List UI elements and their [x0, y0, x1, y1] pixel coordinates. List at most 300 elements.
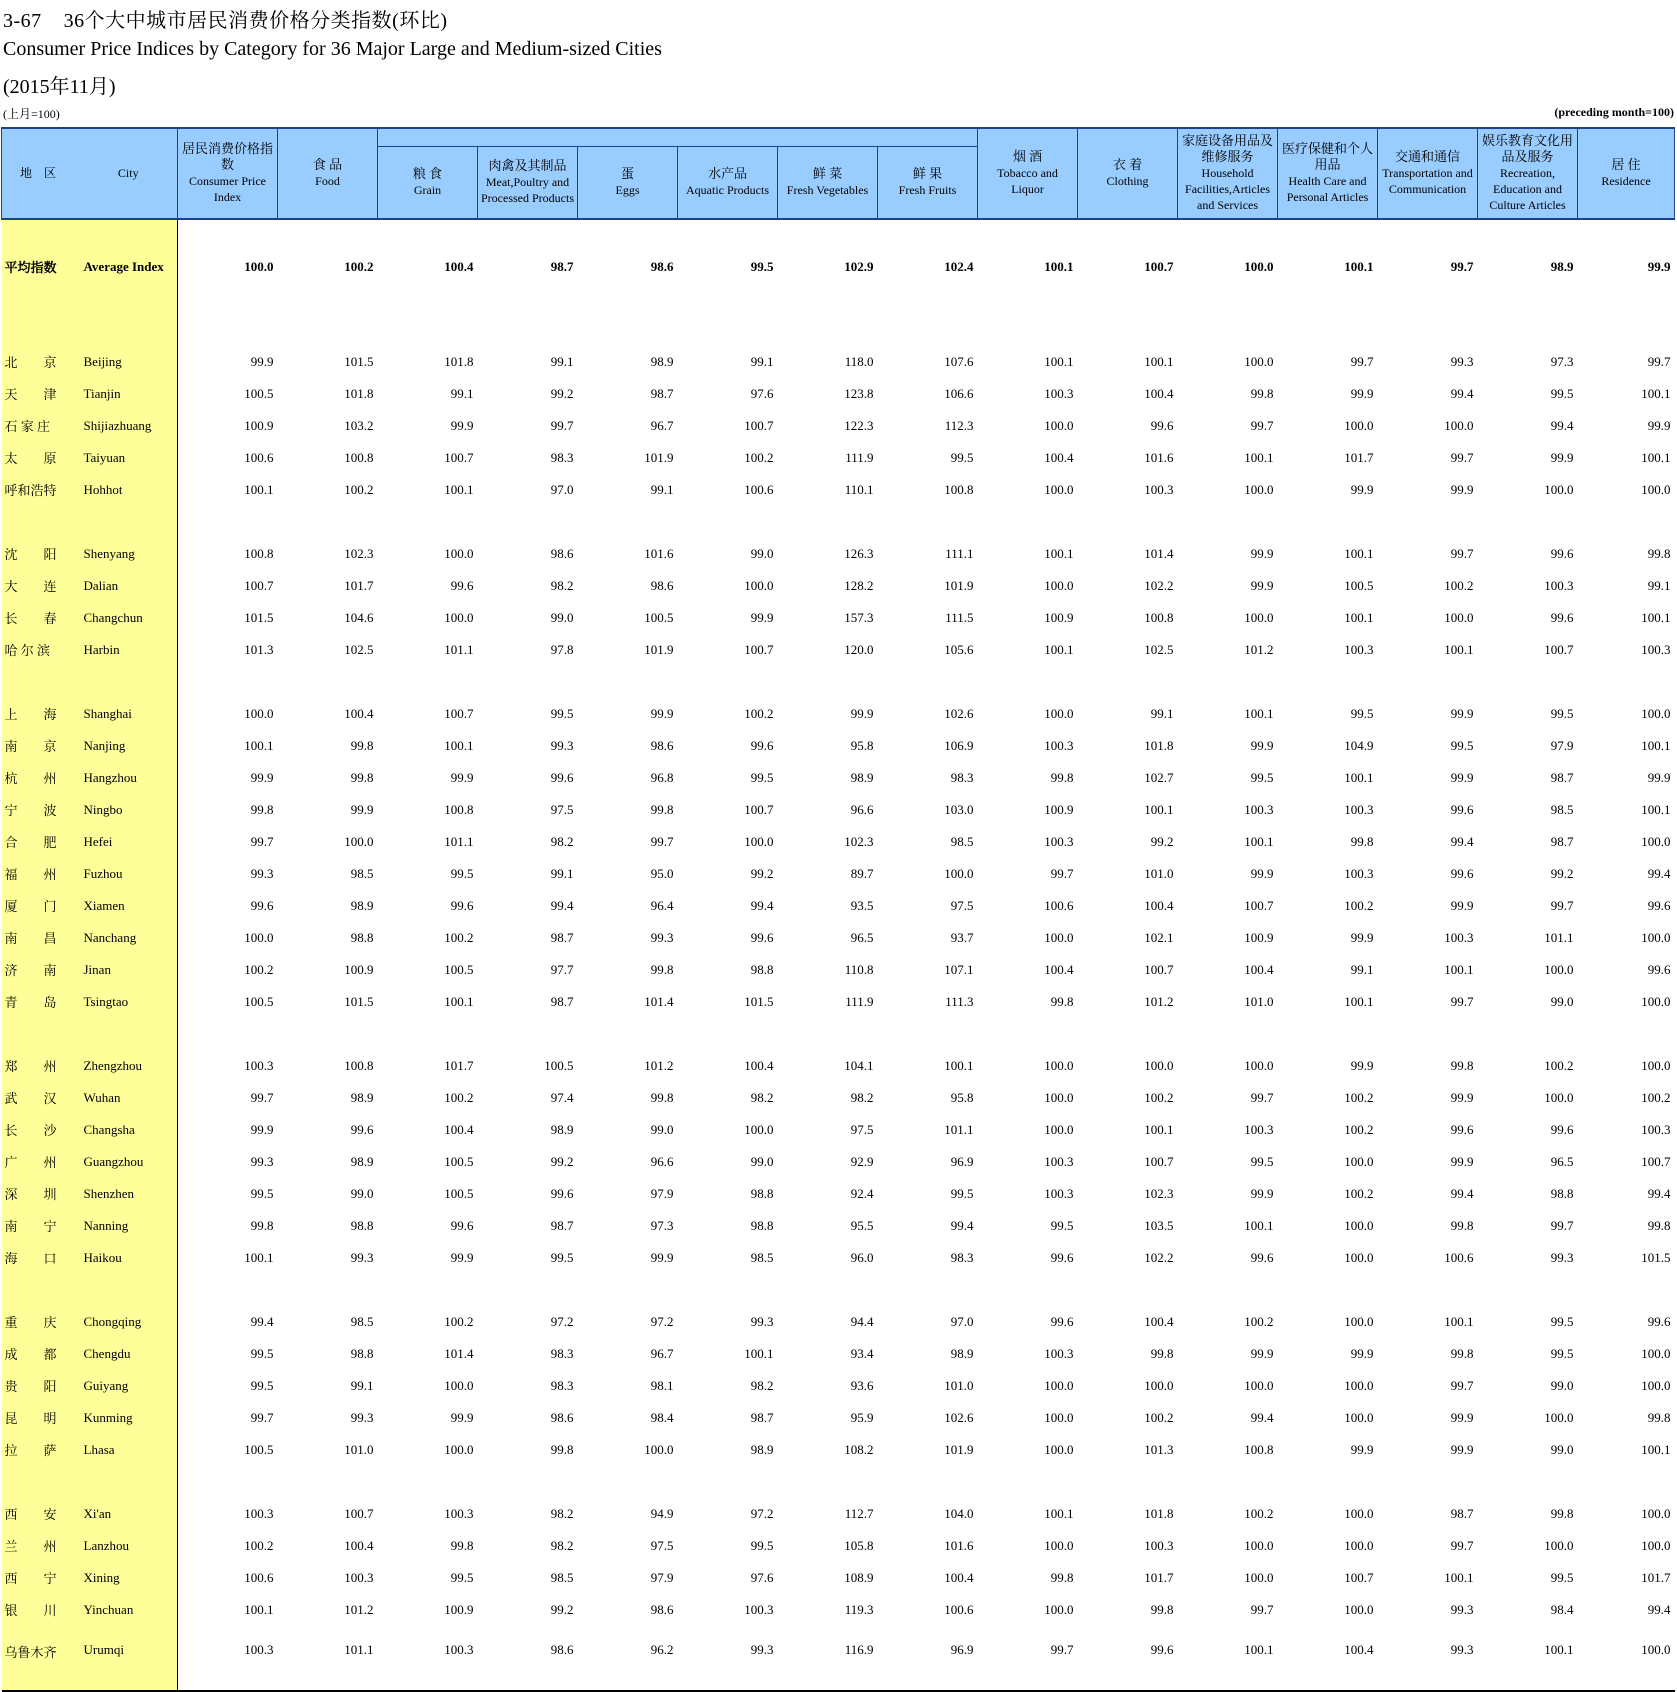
index-value: 99.7: [1450, 449, 1474, 465]
index-value: 99.5: [1550, 385, 1574, 401]
index-value: 99.8: [1150, 1345, 1174, 1361]
index-value: 126.3: [844, 545, 874, 561]
index-value: 100.1: [1641, 385, 1671, 401]
index-value: 100.3: [1641, 1121, 1671, 1137]
spacer-cell: [80, 1466, 178, 1498]
spacer-cell: [2, 1466, 80, 1498]
table-row: [2, 698, 1675, 730]
index-value: 100.7: [444, 449, 474, 465]
index-value: 123.8: [844, 385, 874, 401]
index-value: 105.8: [844, 1537, 874, 1553]
index-value: 101.5: [344, 353, 374, 369]
index-value: 101.7: [1144, 1569, 1174, 1585]
index-value: 99.3: [650, 929, 674, 945]
index-value: 100.1: [744, 1345, 774, 1361]
city-name-en: Kunming: [80, 1402, 178, 1434]
index-value: 97.3: [1550, 353, 1574, 369]
index-value: 100.0: [1244, 353, 1274, 369]
index-value: 99.8: [1350, 833, 1374, 849]
index-value: 101.1: [1544, 929, 1574, 945]
index-value: 99.1: [450, 385, 474, 401]
table-row: [2, 1210, 1675, 1242]
index-value: 101.9: [644, 449, 674, 465]
index-value: 99.4: [1250, 1409, 1274, 1425]
index-value: 100.0: [644, 1441, 674, 1457]
index-value: 98.6: [550, 545, 574, 561]
index-value: 101.2: [1144, 993, 1174, 1009]
index-value: 111.1: [945, 545, 974, 561]
index-value: 100.3: [1144, 481, 1174, 497]
index-value: 99.7: [1250, 1089, 1274, 1105]
city-name-en: Lanzhou: [80, 1530, 178, 1562]
index-value: 97.2: [550, 1313, 574, 1329]
index-value: 99.5: [1050, 1217, 1074, 1233]
table-body: [2, 219, 1675, 1691]
index-value: 99.1: [550, 865, 574, 881]
index-value: 99.6: [1078, 1626, 1178, 1691]
index-value: 99.6: [350, 1121, 374, 1137]
index-value: 95.9: [850, 1409, 874, 1425]
index-value: 100.0: [1641, 1537, 1671, 1553]
index-value: 98.8: [350, 929, 374, 945]
index-value: 99.8: [1050, 769, 1074, 785]
index-value: 100.0: [1641, 1377, 1671, 1393]
city-name-en: Harbin: [80, 634, 178, 666]
index-value: 101.8: [444, 353, 474, 369]
index-value: 99.8: [1050, 993, 1074, 1009]
index-value: 99.8: [250, 801, 274, 817]
city-name-en: Hangzhou: [80, 762, 178, 794]
index-value: 97.5: [650, 1537, 674, 1553]
city-name-en: Ningbo: [80, 794, 178, 826]
index-value: 100.3: [244, 1057, 274, 1073]
unit-note-en: (preceding month=100): [1554, 105, 1674, 119]
index-value: 100.0: [1544, 1537, 1574, 1553]
index-value: 98.5: [950, 833, 974, 849]
index-value: 101.2: [344, 1601, 374, 1617]
index-value: 99.8: [1647, 1409, 1671, 1425]
index-value: 100.0: [1344, 417, 1374, 433]
city-name-en: Nanchang: [80, 922, 178, 954]
index-value: 99.9: [1647, 417, 1671, 433]
index-value: 97.6: [750, 385, 774, 401]
index-value: 100.8: [1244, 1441, 1274, 1457]
index-value: 99.8: [450, 1537, 474, 1553]
index-value: 100.9: [1044, 801, 1074, 817]
index-value: 100.3: [244, 1505, 274, 1521]
index-value: 99.6: [450, 1217, 474, 1233]
city-name-zh: 海 口: [2, 1242, 80, 1274]
index-value: 97.5: [850, 1121, 874, 1137]
table-row: [2, 794, 1675, 826]
header-household-zh: 家庭设备用品及维修服务: [1182, 133, 1274, 165]
index-value: 100.5: [444, 1185, 474, 1201]
header-residence-zh: 居 住: [1611, 157, 1641, 173]
header-city-en: City: [80, 128, 178, 219]
index-value: 99.7: [250, 833, 274, 849]
index-value: 98.9: [350, 897, 374, 913]
index-value: 99.5: [950, 449, 974, 465]
index-value: 100.0: [1344, 1217, 1374, 1233]
index-value: 99.7: [1450, 258, 1474, 274]
index-value: 112.7: [844, 1505, 874, 1521]
city-name-zh: 上 海: [2, 698, 80, 730]
header-residence: [1578, 128, 1675, 219]
index-value: 99.4: [1647, 1185, 1671, 1201]
index-value: 95.0: [650, 865, 674, 881]
index-value: 100.1: [1144, 801, 1174, 817]
index-value: 100.3: [1044, 1185, 1074, 1201]
index-value: 98.9: [650, 353, 674, 369]
index-value: 99.8: [350, 769, 374, 785]
index-value: 100.2: [744, 705, 774, 721]
index-value: 99.2: [1550, 865, 1574, 881]
index-value: 100.7: [1344, 1569, 1374, 1585]
index-value: 100.1: [1344, 769, 1374, 785]
index-value: 100.1: [1641, 737, 1671, 753]
index-value: 99.5: [1550, 1313, 1574, 1329]
index-value: 100.0: [1578, 1626, 1675, 1691]
index-value: 100.4: [1244, 961, 1274, 977]
index-value: 98.4: [650, 1409, 674, 1425]
index-value: 101.8: [1144, 737, 1174, 753]
index-value: 98.4: [1550, 1601, 1574, 1617]
index-value: 105.6: [944, 641, 974, 657]
index-value: 96.2: [578, 1626, 678, 1691]
index-value: 99.3: [678, 1626, 778, 1691]
index-value: 111.9: [845, 993, 874, 1009]
city-name-en: Chengdu: [80, 1338, 178, 1370]
table-title-en: Consumer Price Indices by Category for 36 Major Large and Medium-sized Cities: [3, 38, 662, 60]
index-value: 100.5: [244, 993, 274, 1009]
index-value: 100.5: [444, 1153, 474, 1169]
spacer-cell: [178, 314, 1675, 346]
index-value: 99.9: [450, 769, 474, 785]
index-value: 101.2: [1244, 641, 1274, 657]
index-value: 100.0: [1344, 1249, 1374, 1265]
header-meat-zh: 肉禽及其制品: [488, 158, 567, 174]
index-value: 99.8: [650, 801, 674, 817]
cpi-table: [1, 127, 1675, 1692]
index-value: 100.0: [1641, 1345, 1671, 1361]
index-value: 107.1: [944, 961, 974, 977]
index-value: 100.0: [1044, 929, 1074, 945]
index-value: 100.1: [1144, 353, 1174, 369]
index-value: 100.6: [1044, 897, 1074, 913]
table-row: [2, 634, 1675, 666]
index-value: 100.3: [444, 1505, 474, 1521]
index-value: 99.0: [750, 1153, 774, 1169]
city-name-en: Beijing: [80, 346, 178, 378]
index-value: 99.9: [1450, 1089, 1474, 1105]
index-value: 100.6: [1444, 1249, 1474, 1265]
header-meat: [478, 147, 578, 219]
index-value: 99.1: [750, 353, 774, 369]
index-value: 99.2: [750, 865, 774, 881]
index-value: 99.3: [350, 1249, 374, 1265]
table-row: [2, 1626, 1675, 1691]
index-value: 100.2: [444, 1313, 474, 1329]
city-name-zh: 武 汉: [2, 1082, 80, 1114]
header-household: [1178, 128, 1278, 219]
index-value: 100.4: [744, 1057, 774, 1073]
city-name-en: Xining: [80, 1562, 178, 1594]
index-value: 99.5: [250, 1185, 274, 1201]
city-name-en: Xi'an: [80, 1498, 178, 1530]
index-value: 100.7: [344, 1505, 374, 1521]
index-value: 101.7: [444, 1057, 474, 1073]
index-value: 99.4: [950, 1217, 974, 1233]
index-value: 96.5: [1550, 1153, 1574, 1169]
city-name-en: Yinchuan: [80, 1594, 178, 1626]
index-value: 100.2: [1641, 1089, 1671, 1105]
index-value: 100.0: [1344, 1601, 1374, 1617]
index-value: 99.2: [1150, 833, 1174, 849]
index-value: 100.8: [244, 545, 274, 561]
table-row: [2, 410, 1675, 442]
index-value: 99.9: [1647, 769, 1671, 785]
spacer-cell: [178, 1018, 1675, 1050]
index-value: 99.6: [550, 1185, 574, 1201]
table-row: [2, 1562, 1675, 1594]
spacer-cell: [80, 1274, 178, 1306]
index-value: 101.8: [344, 385, 374, 401]
table-row: [2, 1082, 1675, 1114]
index-value: 100.9: [244, 417, 274, 433]
header-vegetables-zh: 鲜 菜: [812, 166, 843, 182]
index-value: 100.0: [1044, 481, 1074, 497]
header-transport-zh: 交通和通信: [1395, 149, 1461, 165]
header-transport: [1378, 128, 1478, 219]
index-value: 100.1: [1344, 993, 1374, 1009]
index-value: 100.1: [444, 737, 474, 753]
header-clothing: [1078, 128, 1178, 219]
city-name-zh: 银 川: [2, 1594, 80, 1626]
index-value: 96.7: [650, 417, 674, 433]
index-value: 98.7: [1450, 1505, 1474, 1521]
index-value: 98.9: [850, 769, 874, 785]
table-title-zh: [3, 4, 448, 33]
index-value: 99.4: [550, 897, 574, 913]
index-value: 99.7: [978, 1626, 1078, 1691]
index-value: 98.2: [550, 1505, 574, 1521]
index-value: 128.2: [844, 577, 874, 593]
index-value: 96.9: [878, 1626, 978, 1691]
index-value: 100.4: [1044, 449, 1074, 465]
table-row: [2, 858, 1675, 890]
index-value: 99.1: [1150, 705, 1174, 721]
index-value: 99.5: [1550, 1569, 1574, 1585]
index-value: 99.5: [1550, 1345, 1574, 1361]
index-value: 103.0: [944, 801, 974, 817]
index-value: 99.2: [550, 1601, 574, 1617]
index-value: 100.7: [744, 417, 774, 433]
index-value: 100.5: [1344, 577, 1374, 593]
header-recreation-en: Recreation, Education and Culture Articles: [1489, 166, 1566, 213]
header-food-en: Food: [315, 174, 340, 189]
index-value: 99.6: [450, 577, 474, 593]
index-value: 96.5: [850, 929, 874, 945]
index-value: 103.5: [1144, 1217, 1174, 1233]
index-value: 100.4: [1278, 1626, 1378, 1691]
index-value: 94.9: [650, 1505, 674, 1521]
city-name-en: Tsingtao: [80, 986, 178, 1018]
index-value: 100.1: [244, 737, 274, 753]
index-value: 100.1: [1444, 1313, 1474, 1329]
spacer-row: [2, 1466, 1675, 1498]
index-value: 100.3: [1044, 737, 1074, 753]
index-value: 94.4: [850, 1313, 874, 1329]
index-value: 99.8: [550, 1441, 574, 1457]
index-value: 99.9: [450, 1249, 474, 1265]
city-name-zh: 长 春: [2, 602, 80, 634]
city-name-zh: 郑 州: [2, 1050, 80, 1082]
index-value: 100.7: [444, 705, 474, 721]
index-value: 98.8: [1550, 1185, 1574, 1201]
index-value: 99.9: [1350, 1057, 1374, 1073]
index-value: 99.6: [1050, 1249, 1074, 1265]
header-fruits-en: Fresh Fruits: [898, 183, 957, 198]
unit-note-zh: (上月=100): [3, 107, 60, 121]
index-value: 110.1: [844, 481, 874, 497]
index-value: 101.7: [1344, 449, 1374, 465]
index-value: 101.5: [744, 993, 774, 1009]
index-value: 100.2: [1144, 1089, 1174, 1105]
header-health-zh: 医疗保健和个人用品: [1282, 141, 1374, 173]
index-value: 99.9: [1250, 737, 1274, 753]
index-value: 99.9: [650, 705, 674, 721]
spacer-cell: [2, 1274, 80, 1306]
index-value: 99.3: [1450, 1601, 1474, 1617]
index-value: 100.5: [544, 1057, 574, 1073]
index-value: 89.7: [850, 865, 874, 881]
index-value: 100.1: [1641, 1441, 1671, 1457]
index-value: 111.3: [945, 993, 974, 1009]
city-name-zh: 哈 尔 滨: [2, 634, 80, 666]
index-value: 102.2: [1144, 1249, 1174, 1265]
index-value: 98.5: [350, 1313, 374, 1329]
index-value: 99.6: [250, 897, 274, 913]
index-value: 99.7: [250, 1089, 274, 1105]
index-value: 100.3: [1244, 1121, 1274, 1137]
city-name-en: Fuzhou: [80, 858, 178, 890]
index-value: 100.3: [378, 1626, 478, 1691]
index-value: 100.4: [344, 705, 374, 721]
index-value: 98.7: [550, 993, 574, 1009]
header-recreation-zh: 娱乐教育文化用品及服务: [1482, 133, 1574, 165]
index-value: 101.4: [644, 993, 674, 1009]
header-clothing-zh: 衣 着: [1112, 157, 1143, 173]
index-value: 99.6: [450, 897, 474, 913]
spacer-cell: [80, 666, 178, 698]
city-name-zh: 青 岛: [2, 986, 80, 1018]
header-vegetables: [778, 147, 878, 219]
index-value: 99.3: [250, 865, 274, 881]
index-value: 99.0: [750, 545, 774, 561]
spacer-row: [2, 314, 1675, 346]
index-value: 100.1: [1044, 258, 1074, 274]
index-value: 99.6: [1550, 545, 1574, 561]
index-value: 99.2: [550, 1153, 574, 1169]
index-value: 101.7: [344, 577, 374, 593]
index-value: 99.8: [650, 961, 674, 977]
spacer-cell: [2, 1018, 80, 1050]
index-value: 97.6: [750, 1569, 774, 1585]
index-value: 99.0: [350, 1185, 374, 1201]
index-value: 99.6: [1450, 865, 1474, 881]
index-value: 99.7: [1450, 1537, 1474, 1553]
index-value: 100.0: [1544, 1409, 1574, 1425]
index-value: 98.9: [350, 1153, 374, 1169]
index-value: 99.7: [1250, 417, 1274, 433]
index-value: 100.0: [744, 577, 774, 593]
index-value: 99.9: [1550, 449, 1574, 465]
index-value: 98.7: [750, 1409, 774, 1425]
city-name-zh: 贵 阳: [2, 1370, 80, 1402]
index-value: 100.4: [444, 258, 474, 274]
city-name-en: Shenyang: [80, 538, 178, 570]
header-household-en: Household Facilities,Articles and Services: [1185, 166, 1271, 213]
table-row: [2, 442, 1675, 474]
city-name-zh: 沈 阳: [2, 538, 80, 570]
index-value: 104.6: [344, 609, 374, 625]
city-name-en: Nanjing: [80, 730, 178, 762]
city-name-zh: 济 南: [2, 954, 80, 986]
index-value: 100.1: [1444, 961, 1474, 977]
spacer-cell: [2, 666, 80, 698]
city-name-zh: 平均指数: [2, 219, 80, 314]
index-value: 100.0: [1044, 1441, 1074, 1457]
index-value: 100.6: [944, 1601, 974, 1617]
index-value: 99.6: [750, 929, 774, 945]
index-value: 99.3: [550, 737, 574, 753]
index-value: 100.0: [1044, 1377, 1074, 1393]
index-value: 99.6: [1647, 1313, 1671, 1329]
table-row: [2, 1594, 1675, 1626]
index-value: 99.4: [1450, 1185, 1474, 1201]
index-value: 100.8: [344, 1057, 374, 1073]
index-value: 99.8: [1050, 1569, 1074, 1585]
index-value: 102.5: [344, 641, 374, 657]
index-value: 95.8: [950, 1089, 974, 1105]
index-value: 98.8: [750, 1185, 774, 1201]
index-value: 100.5: [244, 385, 274, 401]
index-value: 99.1: [1647, 577, 1671, 593]
index-value: 100.8: [444, 801, 474, 817]
index-value: 100.7: [1144, 1153, 1174, 1169]
index-value: 102.1: [1144, 929, 1174, 945]
index-value: 99.6: [1050, 1313, 1074, 1329]
index-value: 98.7: [650, 385, 674, 401]
index-value: 97.5: [950, 897, 974, 913]
index-value: 119.3: [844, 1601, 874, 1617]
index-value: 100.1: [1478, 1626, 1578, 1691]
index-value: 98.3: [550, 449, 574, 465]
index-value: 99.9: [1250, 1185, 1274, 1201]
index-value: 99.5: [750, 258, 774, 274]
index-value: 98.2: [750, 1089, 774, 1105]
index-value: 111.9: [845, 449, 874, 465]
index-value: 98.7: [1550, 833, 1574, 849]
index-value: 99.8: [1647, 545, 1671, 561]
city-name-zh: 西 宁: [2, 1562, 80, 1594]
index-value: 100.8: [344, 449, 374, 465]
city-name-en: Chongqing: [80, 1306, 178, 1338]
index-value: 99.8: [1250, 385, 1274, 401]
index-value: 99.8: [250, 1217, 274, 1233]
index-value: 100.1: [1044, 1505, 1074, 1521]
index-value: 100.1: [1344, 545, 1374, 561]
